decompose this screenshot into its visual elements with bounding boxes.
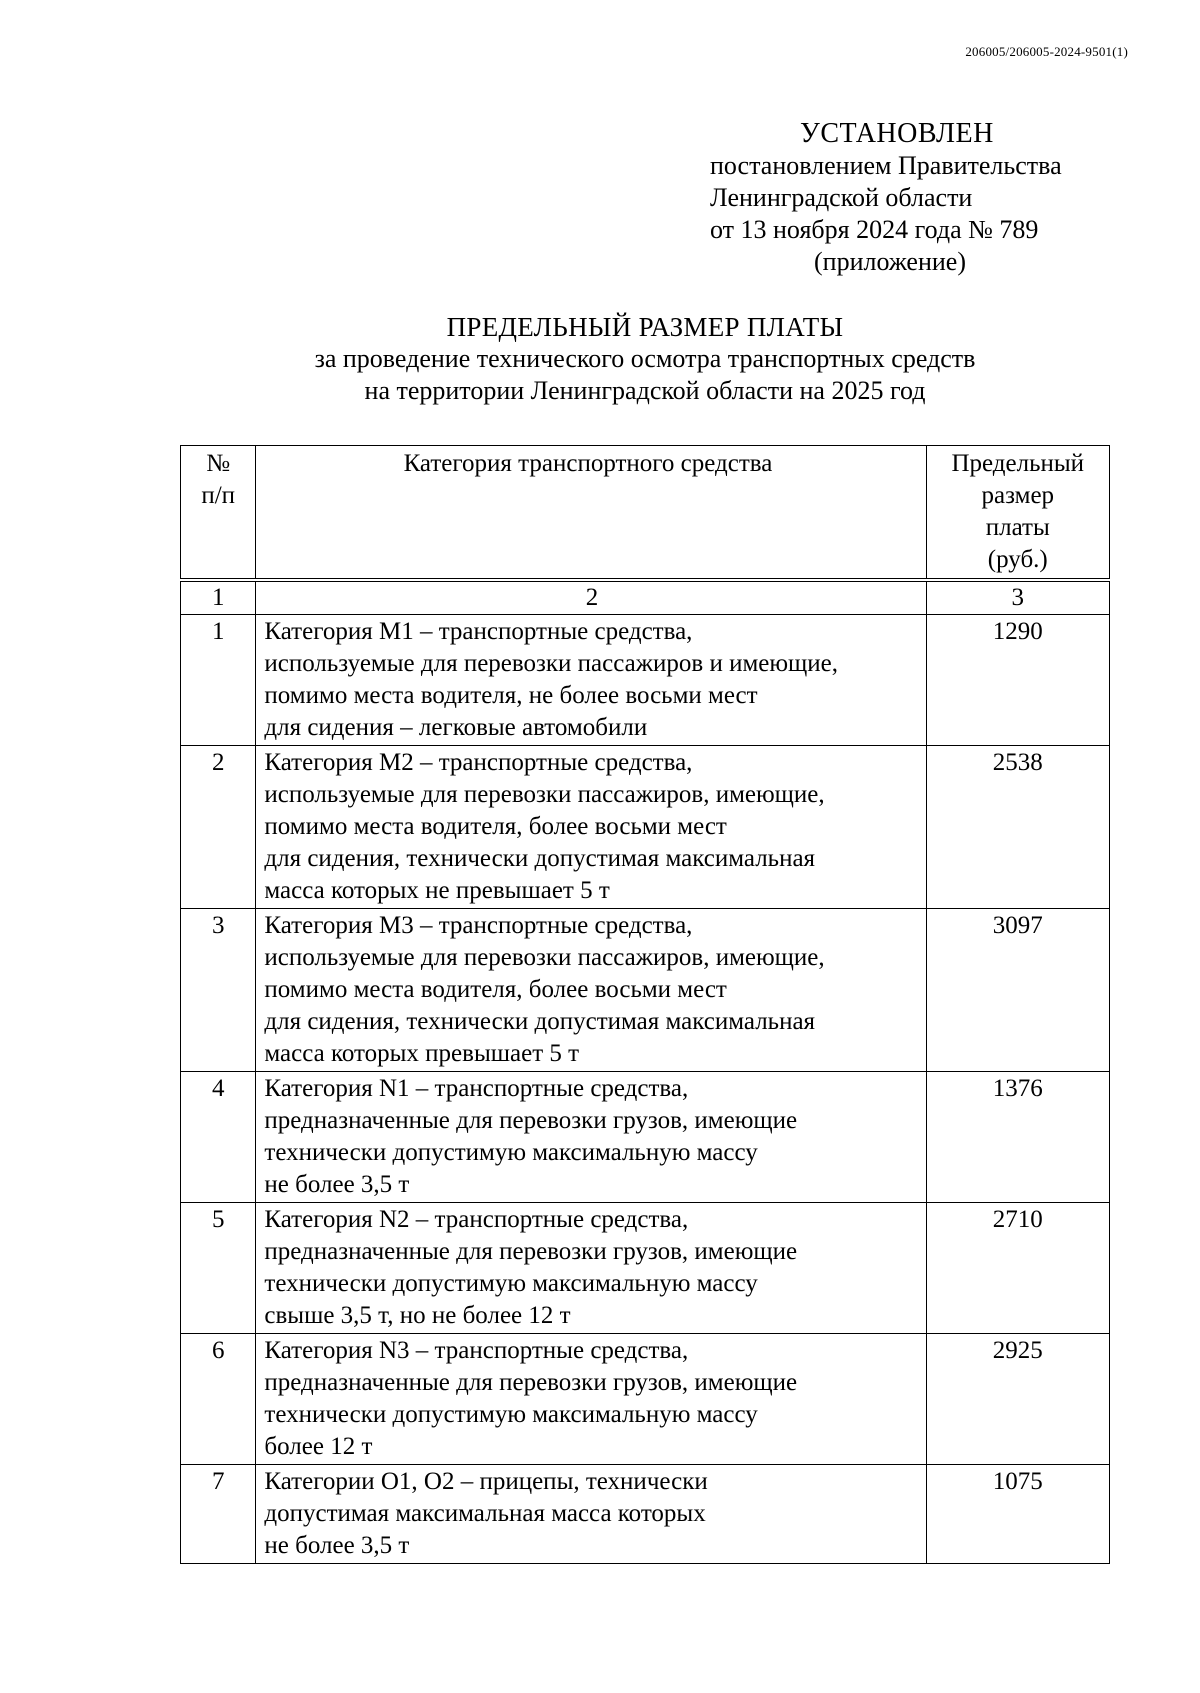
row-category: Категория N3 – транспортные средства, предназначенные для перевозки грузов, имеющие технически допустимую максимальную массу более 12 т [256,1334,926,1465]
table-index-row [181,580,1110,615]
document-subtitle-line-2: на территории Ленинградской области на 2025 год [364,376,926,405]
row-fee: 2925 [926,1334,1109,1465]
row-number: 1 [181,615,256,746]
row-category: Категория M2 – транспортные средства, используемые для перевозки пассажиров, имеющие, помимо места водителя, более восьми мест для сидения, технически допустимая максимальная масса которых не превышает 5 т [256,746,926,909]
row-fee: 2710 [926,1203,1109,1334]
header-fee: Предельный размер платы (руб.) [926,446,1109,581]
table-row [181,909,1110,1072]
row-number: 2 [181,746,256,909]
table-row [181,1203,1110,1334]
document-id: 206005/206005-2024-9501(1) [965,44,1128,59]
row-category: Категория M3 – транспортные средства, используемые для перевозки пассажиров, имеющие, помимо места водителя, более восьми мест для сидения, технически допустимая максимальная масса которых превышает 5 т [256,909,926,1072]
table-header-row [181,446,1110,581]
document-subtitle-line-1: за проведение технического осмотра транспортных средств [314,344,976,373]
row-number: 4 [181,1072,256,1203]
row-category: Категории O1, O2 – прицепы, технически допустимая максимальная масса которых не более 3,5 т [256,1465,926,1564]
approval-line-decree: постановлением Правительства [710,151,1062,180]
approval-line-region: Ленинградской области [710,183,973,212]
row-number: 5 [181,1203,256,1334]
table-row [181,1072,1110,1203]
row-number: 6 [181,1334,256,1465]
approval-stamp-block [710,118,1130,278]
row-number: 7 [181,1465,256,1564]
table-row [181,615,1110,746]
document-title-block [180,311,1110,407]
row-category: Категория M1 – транспортные средства, используемые для перевозки пассажиров и имеющие, помимо места водителя, не более восьми мест для сидения – легковые автомобили [256,615,926,746]
table-row [181,1465,1110,1564]
index-cell: 2 [256,580,926,615]
approval-line-date: от 13 ноября 2024 года № 789 [710,215,1039,244]
row-fee: 2538 [926,746,1109,909]
document-title: ПРЕДЕЛЬНЫЙ РАЗМЕР ПЛАТЫ [446,312,844,342]
fee-table [180,445,1110,1564]
header-number: № п/п [181,446,256,581]
index-cell: 3 [926,580,1109,615]
row-number: 3 [181,909,256,1072]
approval-appendix: (приложение) [814,247,967,276]
row-category: Категория N2 – транспортные средства, предназначенные для перевозки грузов, имеющие технически допустимую максимальную массу свыше 3,5 т, но не более 12 т [256,1203,926,1334]
table-row [181,746,1110,909]
row-fee: 3097 [926,909,1109,1072]
table-row [181,1334,1110,1465]
row-fee: 1075 [926,1465,1109,1564]
index-cell: 1 [181,580,256,615]
row-fee: 1290 [926,615,1109,746]
approval-heading: УСТАНОВЛЕН [800,118,994,149]
header-category: Категория транспортного средства [256,446,926,581]
row-category: Категория N1 – транспортные средства, предназначенные для перевозки грузов, имеющие технически допустимую максимальную массу не более 3,5 т [256,1072,926,1203]
row-fee: 1376 [926,1072,1109,1203]
